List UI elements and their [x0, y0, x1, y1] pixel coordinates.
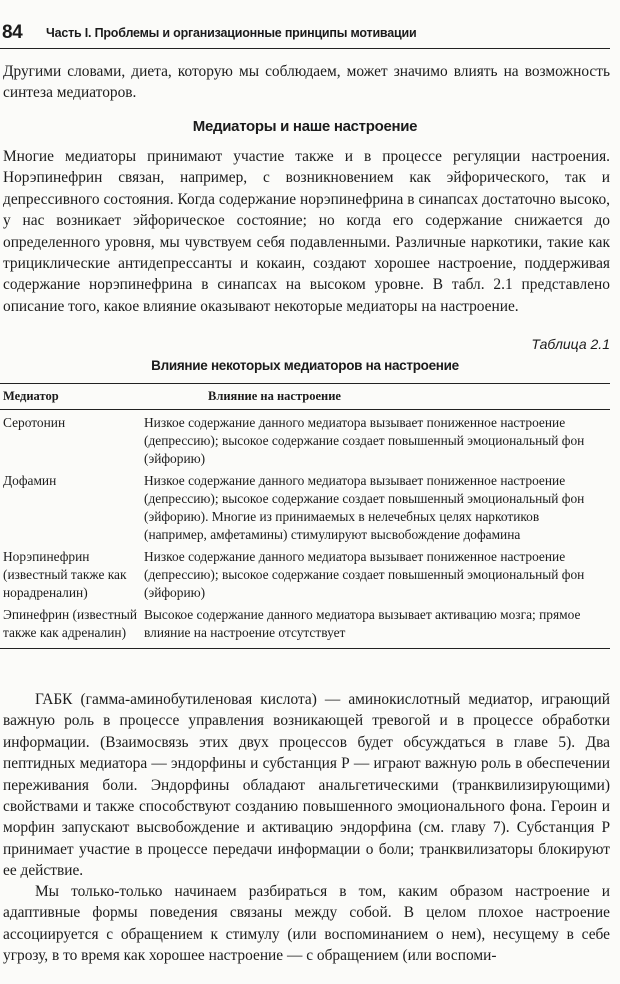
- table-row: [0, 410, 610, 473]
- mediator-name: Норэпинефрин (известный также как норадреналин): [3, 549, 127, 600]
- table-header-row: [0, 384, 610, 410]
- mediator-effect: Высокое содержание данного медиатора вызывает активацию мозга; прямое влияние на настроение отсутствует: [140, 606, 610, 649]
- table-row: [0, 548, 610, 606]
- paragraph-mood-regulation: Многие медиаторы принимают участие также и в процессе регуляции настроения. Норэпинефрин связан, например, с возникновением как эйфорического, так и депрессивного состояния. Когда содержание норэпинефрина в синапсах достаточно высоко, у нас возникает эйфорическое состояние; но когда его содержание снижается до определенного уровня, мы чувствуем себя подавленными. Различные наркотики, такие как трициклические антидепрессанты и кокаин, создают хорошее настроение, поддерживая содержание норэпинефрина в синапсах на высоком уровне. В табл. 2.1 представлено описание того, какое влияние оказывают некоторые медиаторы на настроение.: [3, 148, 610, 315]
- mediators-table: [0, 383, 610, 649]
- table-title: Влияние некоторых медиаторов на настроение: [151, 358, 459, 373]
- paragraph-adaptive-behavior: Мы только-только начинаем разбираться в том, каким образом настроение и адаптивные формы поведения связаны между собой. В целом плохое настроение ассоциируется с обращением к стимулу (или воспоминанием о нем), несущему в себе угрозу, в то время как хорошее настроение — с обращением (или воспоми-: [3, 883, 610, 965]
- mediator-effect: Низкое содержание данного медиатора вызывает пониженное настроение (депрессию); высокое содержание создает повышенный эмоциональный фон (эйфорию): [144, 549, 585, 600]
- table-label: Таблица 2.1: [531, 336, 610, 352]
- mediator-name: Серотонин: [3, 415, 66, 430]
- paragraph-diet: Другими словами, диета, которую мы соблюдаем, может значимо влиять на возможность синтеза медиаторов.: [3, 63, 610, 102]
- running-title: Часть I. Проблемы и организационные принципы мотивации: [46, 26, 417, 40]
- page-header: [0, 22, 610, 49]
- table-row: [0, 472, 610, 548]
- table-row: [0, 606, 610, 649]
- mediator-name: Дофамин: [3, 473, 57, 488]
- section-heading: Медиаторы и наше настроение: [192, 118, 418, 135]
- paragraph-gaba: ГАБК (гамма-аминобутиленовая кислота) — аминокислотный медиатор, играющий важную роль в процессе управления возникающей тревогой и в процессе обработки информации. (Взаимосвязь этих двух процессов будет обсуждаться в главе 5). Два пептидных медиатора — эндорфины и субстанция Р — играют важную роль в обеспечении переживания боли. Эндорфины обладают анальгетическими (транквилизирующими) свойствами и также способствуют созданию повышенного эмоционального фона. Героин и морфин запускают высвобождение и активацию эндорфина (см. главу 7). Субстанция Р принимает участие в процессе передачи информации о боли; транквилизаторы блокируют ее действие.: [3, 691, 610, 880]
- mediator-name: Эпинефрин (известный также как адреналин): [0, 606, 140, 649]
- mediator-effect: Низкое содержание данного медиатора вызывает пониженное настроение (депрессию); высокое содержание создает повышенный эмоциональный фон (эйфорию). Многие из принимаемых в нелечебных целях наркотиков (например, амфетамины) стимулируют высвобождение дофамина: [144, 473, 585, 542]
- mediator-effect: Низкое содержание данного медиатора вызывает пониженное настроение (депрессию); высокое содержание создает повышенный эмоциональный фон (эйфорию): [144, 415, 585, 466]
- page-number: 84: [2, 22, 23, 43]
- column-header-mediator: Медиатор: [0, 384, 140, 410]
- column-header-effect: Влияние на настроение: [140, 384, 610, 410]
